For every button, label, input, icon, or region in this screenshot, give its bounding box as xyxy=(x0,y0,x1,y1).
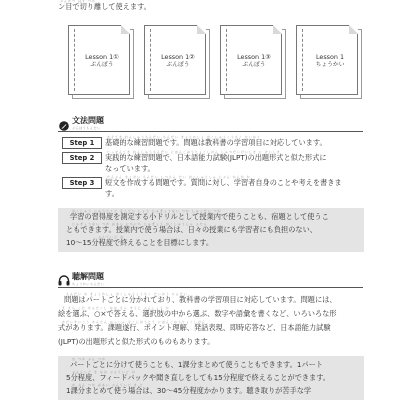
listening-note-ruby-2: ぷんていど き なお ぷんていど お xyxy=(72,370,136,374)
booklet-subtitle: ちょうかい xyxy=(315,62,345,68)
grammar-note-ruby-3: ぷんていど お xyxy=(98,235,124,239)
listening-section-ruby: ちょうかいもんだい xyxy=(72,282,105,286)
grammar-note-ruby-1: がくしゅう しゅうとくど そくてい しょう じゅぎょうない つか しゅくだい つか xyxy=(72,209,222,213)
booklet-title: Lesson 1② xyxy=(161,53,195,61)
booklet-title: Lesson 1③ xyxy=(237,53,271,61)
step-2-text-cont: なっています。 xyxy=(105,164,155,173)
grammar-note-line-2: ともできます。授業内で使う場合は、日々の授業にも学習者にも負担のない、 xyxy=(66,225,317,234)
step-3-text-cont: す。 xyxy=(105,189,119,198)
listening-note-ruby-3: か ぶん つか ばあい ぷんていど き と xyxy=(72,383,144,387)
pencil-icon xyxy=(59,116,69,126)
booklet-lesson1-listening xyxy=(296,25,360,97)
listening-line-1: 問題はパートごとに分かれており、教科書の学習項目に対応しています。問題には、 xyxy=(64,295,337,304)
step-3-ruby: たんぶん さくせい もんだい しつもん たい がくしゅうしゃ じぶん かんが か xyxy=(107,175,251,179)
listening-line-3: 式があります。課題遂行、ポイント理解、発話表現、即時応答など、日本語能力試験 xyxy=(58,323,331,332)
listening-ruby-3: かだいすいこう かんたん はっしゃ そくじおうとう にほんごのうりょくしけん xyxy=(62,320,206,324)
step-1-text: 基礎的な練習問題です。問題は教科書の学習項目に対応しています。 xyxy=(105,138,327,147)
step-3-text: 短文を作成する問題です。質問に対し、学習者自身のことや考えを書きま xyxy=(105,178,342,187)
intro-text: ン目で切り離して使えます。 xyxy=(58,2,151,11)
listening-divider xyxy=(58,287,363,288)
listening-ruby-2: え えら こた せんたくし なか えら すうじ ぶんしょう か xyxy=(62,306,170,310)
grammar-note-ruby-2: じゅぎょうない つか ばあい にちにち じゅぎょう がくしゅうしゃ ふたん xyxy=(72,222,208,226)
booklet-lesson1-3 xyxy=(220,25,284,97)
listening-note-ruby-1: わ つか ぷん つか xyxy=(72,357,106,361)
booklet-subtitle: ぶんぽう xyxy=(90,62,114,68)
booklet-lesson1-1 xyxy=(68,25,132,97)
listening-section-title: 聴解問題 xyxy=(72,272,104,281)
step-2-ruby: じっせんてき れんしゅうもんだい にほんごのうりょくしけん しゅつだいけいしき に けいしき xyxy=(107,150,281,154)
grammar-note-box xyxy=(58,208,364,252)
booklet-lesson1-2 xyxy=(144,25,208,97)
step-2-text: 実践的な練習問題で、日本語能力試験(JLPT)の出題形式と似た形式に xyxy=(105,153,327,162)
listening-note-line-3: 1課分まとめて使う場合は、30～45分程度かかります。聴き取りが苦手な学 xyxy=(66,386,312,395)
listening-ruby-1: もんだい わ きょうかしょ がくしゅうこうもく たいおう もんだい xyxy=(66,292,188,296)
headphones-icon xyxy=(58,271,70,282)
listening-line-2: 絵を選ぶ、○×で答える、選択肢の中から選ぶ、数字や語彙を書くなど、いろいろな形 xyxy=(58,309,337,318)
step-2-badge: Step 2 xyxy=(62,152,102,164)
grammar-section-title: 文法問題 xyxy=(72,116,104,125)
step-3-badge: Step 3 xyxy=(62,177,102,189)
intro-ruby: ぶんかつ はず つか xyxy=(60,0,96,3)
booklet-title: Lesson 1 xyxy=(315,53,345,61)
step-1-badge: Step 1 xyxy=(62,137,102,149)
grammar-note-line-3: 10～15分程度で終えることを目標にします。 xyxy=(66,238,214,247)
grammar-section-ruby: ぶんぽうもんだい xyxy=(72,126,101,130)
listening-line-4: (JLPT)の出題形式と似た形式のものもあります。 xyxy=(58,337,215,346)
booklet-subtitle: ぶんぽう xyxy=(166,62,190,68)
booklet-title: Lesson 1① xyxy=(85,53,119,61)
grammar-note-line-1: 学習の習得度を測定する小ドリルとして授業内で使うことも、宿題として使うこ xyxy=(70,212,329,221)
grammar-divider xyxy=(58,131,363,132)
listening-note-line-2: 5分程度、フィードバックや聞き直しをしても15分程度で終えることができます。 xyxy=(66,373,330,382)
booklet-subtitle: ぶんぽう xyxy=(242,62,266,68)
listening-note-box xyxy=(58,356,364,400)
step-1-ruby: きそてき れんしゅうもんだい もんだい きょうかしょ がくしゅうこうもく たいおう xyxy=(107,135,261,139)
listening-note-line-1: パートごとに分けて使うことも、1課分まとめて使うこともできます。1パート xyxy=(70,360,323,369)
